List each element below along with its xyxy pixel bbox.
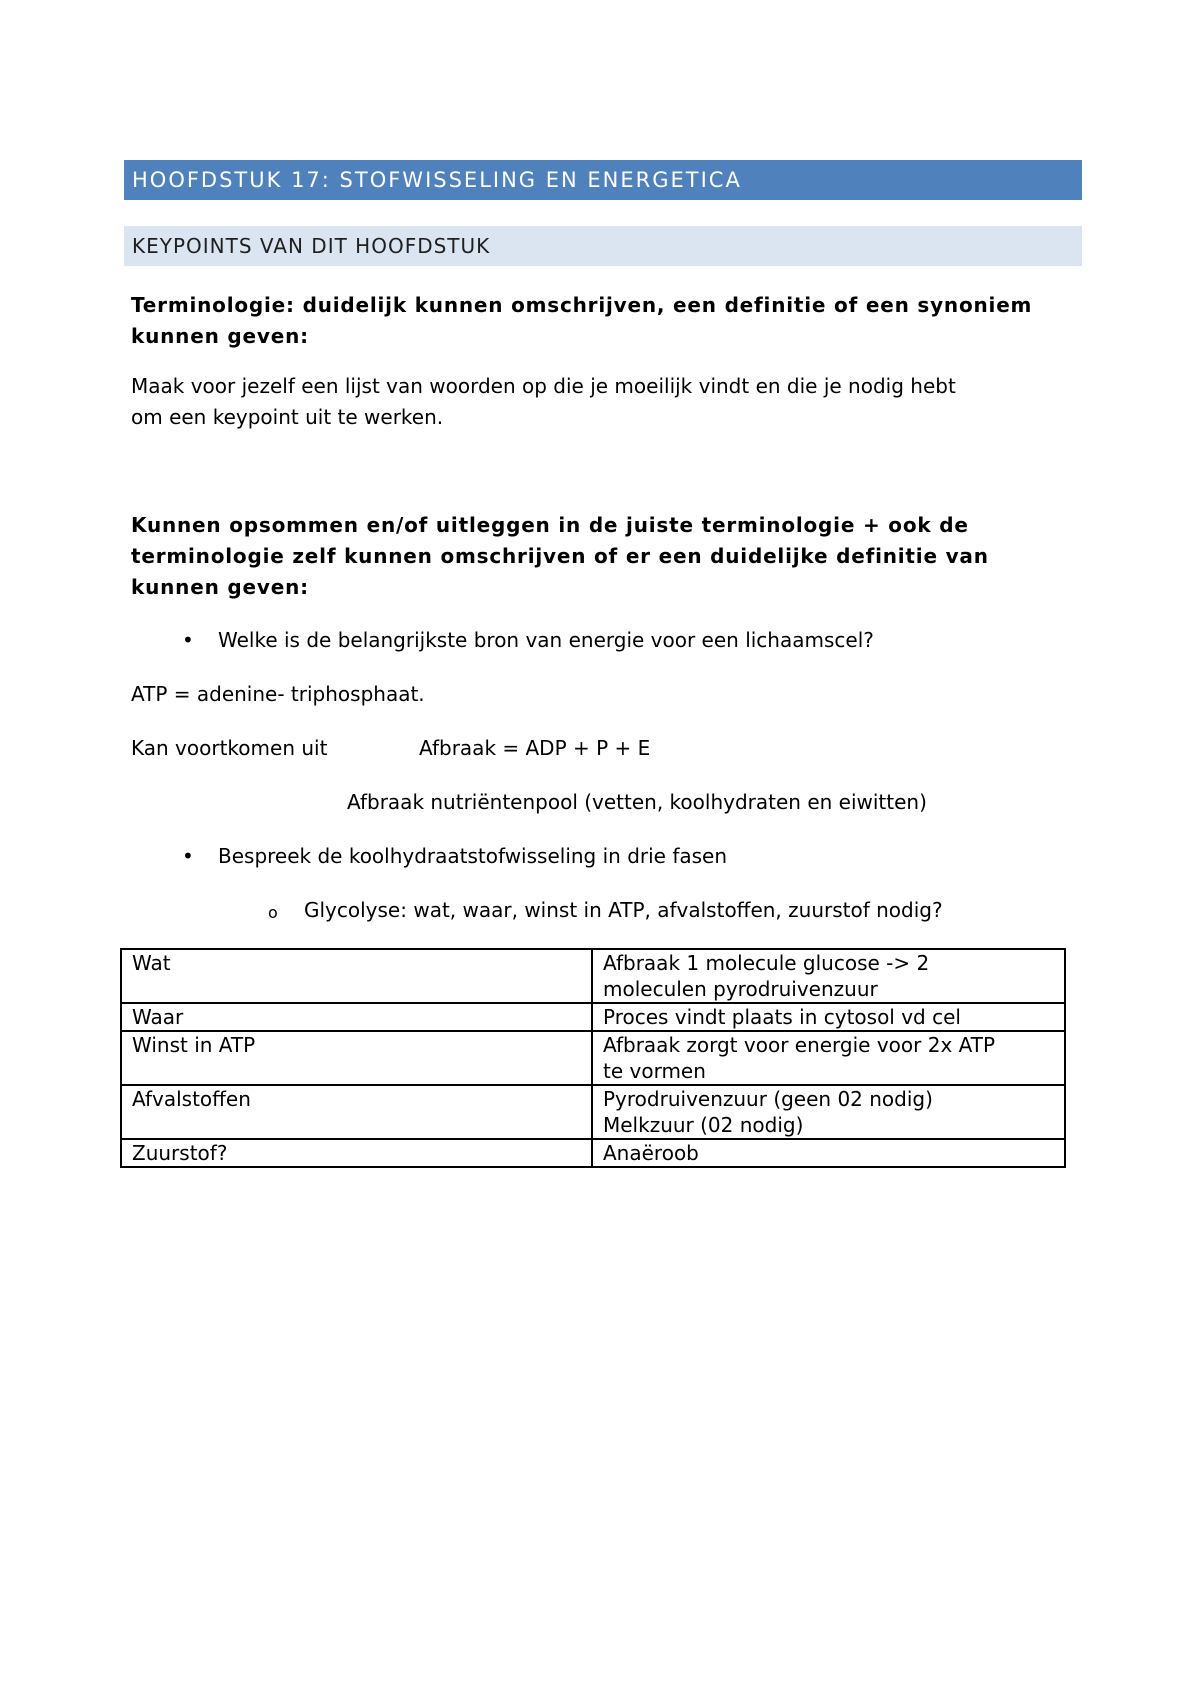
table-row (121, 1003, 1065, 1031)
explain-title (131, 510, 1081, 603)
question-carbohydrate-metabolism: Bespreek de koolhydraatstofwisseling in drie fasen (218, 844, 728, 868)
terminology-title (131, 290, 1081, 352)
table-cell-value (592, 1085, 1065, 1139)
table-cell-value (592, 949, 1065, 1003)
table-cell-value-line: Anaëroob (603, 1141, 699, 1165)
table-cell-value (592, 1003, 1065, 1031)
terminology-body-line2: om een keypoint uit te werken. (131, 405, 444, 429)
terminology-body-line1: Maak voor jezelf een lijst van woorden op die je moeilijk vindt en die je nodig hebt (131, 374, 956, 398)
table-cell-label: Afvalstoffen (121, 1085, 592, 1139)
bullet-icon: • (182, 628, 194, 652)
table-cell-value-line: Melkzuur (02 nodig) (603, 1113, 804, 1137)
table-cell-value-line: te vormen (603, 1059, 706, 1083)
table-cell-label: Winst in ATP (121, 1031, 592, 1085)
explain-title-line2: terminologie zelf kunnen omschrijven of er een duidelijke definitie van (131, 544, 989, 568)
table-cell-label: Zuurstof? (121, 1139, 592, 1167)
table-cell-value (592, 1031, 1065, 1085)
chapter-heading: HOOFDSTUK 17: STOFWISSELING EN ENERGETICA (124, 160, 1082, 200)
table-cell-label: Wat (121, 949, 592, 1003)
explain-title-line3: kunnen geven: (131, 575, 309, 599)
table-row (121, 949, 1065, 1003)
table-cell-label: Waar (121, 1003, 592, 1031)
glycolysis-table (120, 948, 1066, 1168)
table-cell-value-line: Afbraak zorgt voor energie voor 2x ATP (603, 1033, 996, 1057)
table-cell-value-line: moleculen pyrodruivenzuur (603, 977, 878, 1001)
terminology-title-line1: Terminologie: duidelijk kunnen omschrijven, een definitie of een synoniem (131, 293, 1033, 317)
sub-question-glycolysis: Glycolyse: wat, waar, winst in ATP, afvalstoffen, zuurstof nodig? (304, 898, 943, 922)
table-cell-value-line: Proces vindt plaats in cytosol vd cel (603, 1005, 961, 1029)
table-cell-value-line: Pyrodruivenzuur (geen 02 nodig) (603, 1087, 933, 1111)
sub-bullet-icon: o (268, 903, 278, 922)
table-row (121, 1031, 1065, 1085)
source-label: Kan voortkomen uit (131, 736, 328, 760)
table-cell-value-line: Afbraak 1 molecule glucose -> 2 (603, 951, 930, 975)
table-row (121, 1085, 1065, 1139)
section-heading: KEYPOINTS VAN DIT HOOFDSTUK (124, 226, 1082, 266)
source-breakdown-adp: Afbraak = ADP + P + E (419, 736, 651, 760)
terminology-body (131, 371, 1081, 433)
bullet-icon: • (182, 844, 194, 868)
atp-definition: ATP = adenine- triphosphaat. (131, 682, 425, 706)
source-breakdown-nutrients: Afbraak nutriëntenpool (vetten, koolhydraten en eiwitten) (347, 790, 927, 814)
terminology-title-line2: kunnen geven: (131, 324, 309, 348)
table-row (121, 1139, 1065, 1167)
explain-title-line1: Kunnen opsommen en/of uitleggen in de juiste terminologie + ook de (131, 513, 969, 537)
question-energy-source: Welke is de belangrijkste bron van energie voor een lichaamscel? (218, 628, 874, 652)
table-cell-value (592, 1139, 1065, 1167)
